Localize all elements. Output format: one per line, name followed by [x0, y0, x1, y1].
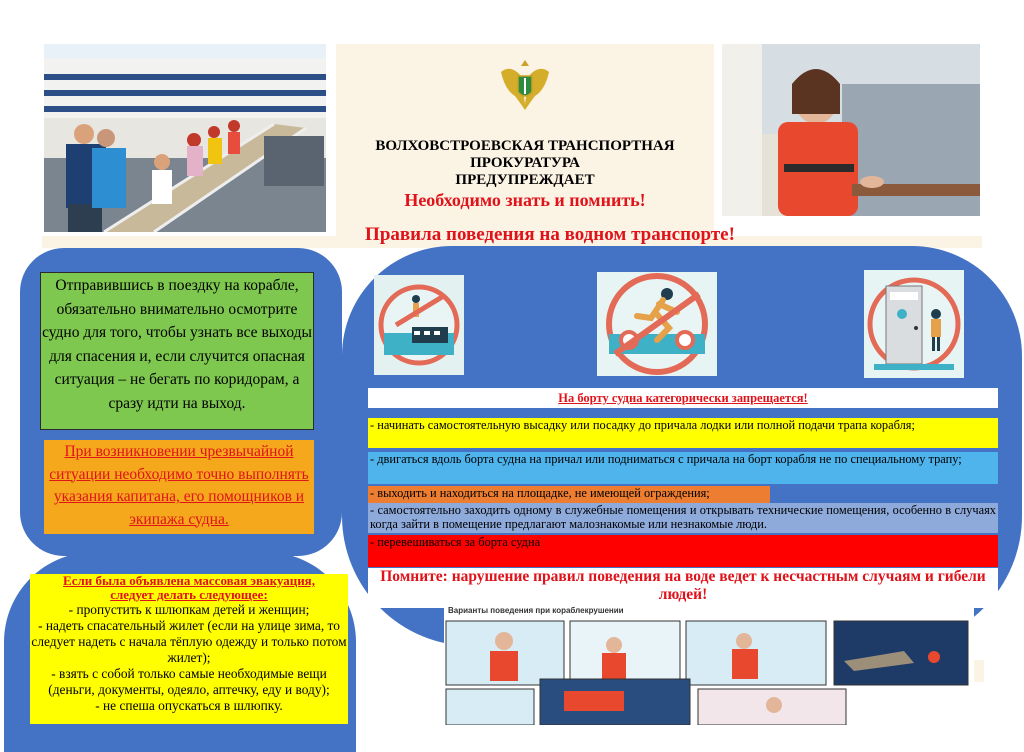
rule-item: - начинать самостоятельную высадку или посадку до причала лодки или полной подачи трапа корабля; [368, 418, 998, 448]
warning-text: Помните: нарушение правил поведения на воде ведет к несчастным случаям и гибели людей! [368, 568, 998, 608]
rule-item: - двигаться вдоль борта судна на причал или подниматься с причала на борт корабля не по специальному трапу; [368, 452, 998, 484]
comic-caption: Варианты поведения при кораблекрушении [448, 606, 624, 615]
advice-green-box: Отправившись в поездку на корабле, обязательно внимательно осмотрите судно для того, чтобы узнать все выходы для спасения и, если случится опасная ситуация – не бегать по коридорам, а сразу идти на выход. [40, 272, 314, 430]
org-name-line1: ВОЛХОВСТРОЕВСКАЯ ТРАНСПОРТНАЯ [375, 138, 675, 154]
evacuation-item: - пропустить к шлюпкам детей и женщин; [68, 602, 310, 617]
evacuation-item: - не спеша опускаться в шлюпку. [95, 698, 283, 713]
header-title-block [336, 44, 714, 236]
evacuation-item: - взять с собой только самые необходимые вещи (деньги, документы, одеяло, аптечку, еду и воду); [48, 666, 330, 697]
evacuation-box [30, 574, 348, 724]
running-deck-icon [597, 272, 717, 376]
org-name-line3: ПРЕДУПРЕЖДАЕТ [455, 172, 595, 188]
subtitle: Необходимо знать и помнить! [404, 190, 646, 210]
passengers-boarding-photo [44, 44, 326, 232]
rule-item: - выходить и находиться на площадке, не имеющей ограждения; [368, 486, 770, 503]
captain-orders-box: При возникновении чрезвычайной ситуации необходимо точно выполнять указания капитана, его помощников и экипажа судна. [44, 440, 314, 534]
service-door-icon [864, 270, 964, 378]
evacuation-heading: Если была объявлена массовая эвакуация, следует делать следующее: [63, 573, 315, 602]
rule-item: - самостоятельно заходить одному в служебные помещения и открывать технические помещения, особенно в случаях когда зайти в помещение предлагают малознакомые или незнакомые люди. [368, 503, 998, 533]
evacuation-item: - надеть спасательный жилет (если на улице зима, то следует надеть с начала тёплую одежду и только потом жилет); [31, 618, 347, 665]
page-title: Правила поведения на водном транспорте! [365, 224, 735, 245]
rule-item: - перевешиваться за борта судна [368, 535, 998, 567]
org-name-line2: ПРОКУРАТУРА [470, 155, 580, 171]
rules-heading: На борту судна категорически запрещается! [368, 388, 998, 408]
emblem-icon [495, 54, 555, 114]
woman-life-vest-photo [722, 44, 980, 216]
shipwreck-comic [444, 604, 974, 724]
boat-jump-icon [374, 275, 464, 375]
